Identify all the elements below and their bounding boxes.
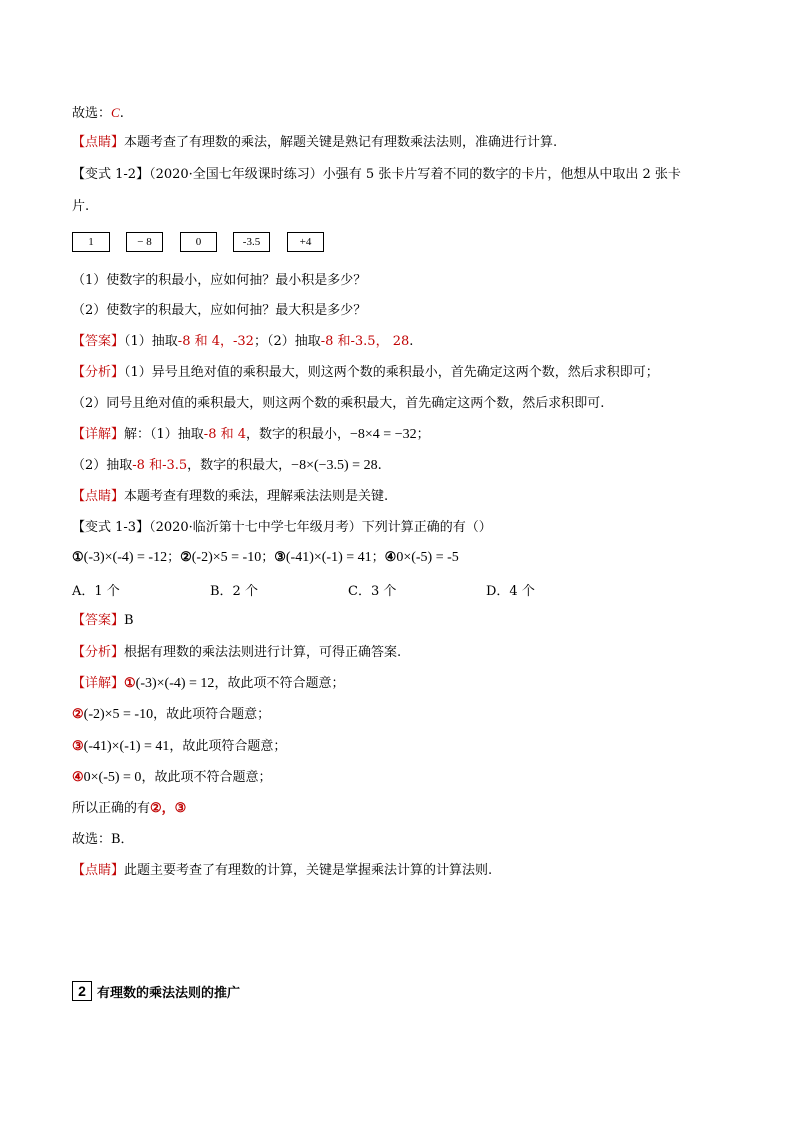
option-c: C．3 个 (348, 584, 397, 599)
formula: 0×(-5) = -5 (396, 550, 459, 565)
option-b: B．2 个 (210, 584, 258, 599)
final-choice-line-2: 故选：B． (72, 832, 134, 847)
section-title: 有理数的乘法法则的推广 (97, 986, 241, 1001)
comment-tag: 【点睛】 (72, 863, 125, 878)
circled-number-1: ① (72, 550, 84, 565)
comment-line: 【点睛】本题考查了有理数的乘法，解题关键是熟记有理数乘法法则，准确进行计算. (72, 135, 558, 150)
circled-number-2: ② (180, 550, 192, 565)
variant-1-2-heading: 【变式 1-2】（2020·全国七年级课时练习）小强有 5 张卡片写着不同的数字的卡片，他想从中取出 2 张卡 (72, 167, 681, 182)
variant-1-3-heading: 【变式 1-3】（2020·临沂第十七中学七年级月考）下列计算正确的有（） (72, 520, 492, 535)
section-number-badge: 2 (72, 981, 92, 1001)
answer-line: 【答案】（1）抽取-8 和 4，-32；（2）抽取-8 和-3.5， 28. (72, 334, 414, 349)
circled-number-2: ② (72, 707, 84, 722)
option-d: D．4 个 (486, 584, 535, 599)
answer-line-2: 【答案】B (72, 613, 134, 628)
variant-tag: 【变式 1-3】 (72, 520, 150, 535)
detail-line-1: 【详解】解：（1）抽取-8 和 4，数字的积最小，−8×4 = −32； (72, 427, 430, 442)
formula: (-3)×(-4) = 12 (135, 676, 215, 691)
final-choice-line: 故选：C. (72, 105, 124, 121)
analysis-tag: 【分析】 (72, 365, 125, 380)
comment-tag: 【点睛】 (72, 135, 125, 150)
formula: (-2)×5 = -10 (191, 550, 262, 565)
circled-number-1: ① (124, 676, 136, 691)
variant-1-2-continuation: 片. (72, 199, 90, 214)
number-card: − 8 (126, 232, 163, 252)
answer-letter: C (111, 105, 120, 120)
circled-number-3: ③ (274, 550, 286, 565)
comment-line-2: 【点睛】本题考查有理数的乘法，理解乘法法则是关键. (72, 489, 389, 504)
formula: −8×4 = −32 (350, 427, 417, 442)
formula: (-3)×(-4) = -12 (83, 550, 168, 565)
circled-number-4: ④ (72, 770, 84, 785)
analysis-line-2: （2）同号且绝对值的乘积最大，则这两个数的乘积最大，首先确定这两个数，然后求积即可. (72, 396, 605, 411)
comment-line-3: 【点睛】此题主要考查了有理数的计算，关键是掌握乘法计算的计算法则. (72, 863, 493, 878)
comment-tag: 【点睛】 (72, 489, 125, 504)
answer-tag: 【答案】 (72, 613, 125, 628)
option-a: A．1 个 (72, 584, 120, 599)
formula: (-41)×(-1) = 41 (83, 739, 170, 754)
number-card: -3.5 (233, 232, 270, 252)
question-1: （1）使数字的积最小，应如何抽？最小积是多少？ (72, 273, 367, 288)
number-card: 1 (72, 232, 110, 252)
analysis-tag: 【分析】 (72, 645, 125, 660)
conclusion-line: 所以正确的有②，③ (72, 801, 187, 816)
formula: (-2)×5 = -10 (83, 707, 154, 722)
circled-number-4: ④ (384, 550, 397, 565)
formula: 0×(-5) = 0 (83, 770, 142, 785)
question-2: （2）使数字的积最大，应如何抽？最大积是多少？ (72, 303, 367, 318)
detail-line-2: （2）抽取-8 和-3.5，数字的积最大，−8×(−3.5) = 28. (72, 458, 382, 473)
analysis-line-3: 【分析】根据有理数的乘法法则进行计算，可得正确答案. (72, 645, 402, 660)
analysis-line-1: 【分析】（1）异号且绝对值的乘积最大，则这两个数的乘积最小，首先确定这两个数，然后求积即可； (72, 365, 659, 380)
detail-tag: 【详解】 (72, 427, 125, 442)
detail-item-2: ②(-2)×5 = -10，故此项符合题意； (72, 707, 271, 722)
formula: −8×(−3.5) = 28 (291, 458, 378, 473)
variant-tag: 【变式 1-2】 (72, 167, 150, 182)
number-card: 0 (180, 232, 217, 252)
number-card: +4 (287, 232, 324, 252)
circled-number-3: ③ (72, 739, 84, 754)
detail-tag: 【详解】 (72, 676, 125, 691)
detail-item-3: ③(-41)×(-1) = 41，故此项符合题意； (72, 739, 287, 754)
statements-line: ①(-3)×(-4) = -12；②(-2)×5 = -10；③(-41)×(-1) = 41；④0×(-5) = -5 (72, 550, 459, 565)
formula: (-41)×(-1) = 41 (285, 550, 372, 565)
answer-tag: 【答案】 (72, 334, 125, 349)
detail-item-4: ④0×(-5) = 0，故此项不符合题意； (72, 770, 272, 785)
detail-item-1: 【详解】①(-3)×(-4) = 12，故此项不符合题意； (72, 676, 345, 691)
